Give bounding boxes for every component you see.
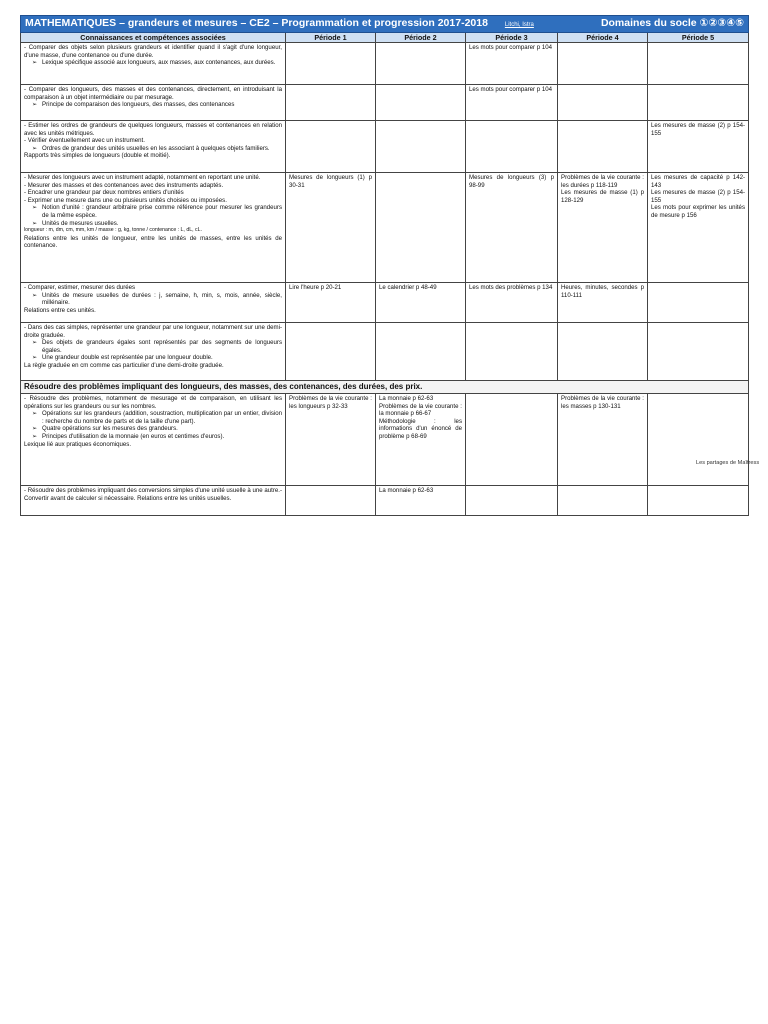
period-2-cell: [376, 85, 466, 121]
skill-cell: [21, 85, 286, 121]
period-5-cell: Les mesures de capacité p 142-143 Les mesures de masse (2) p 154-155 Les mots pour exprimer les unités de mesure p 156: [648, 173, 749, 283]
skill-text: - Vérifier éventuellement avec un instrument.: [24, 137, 145, 145]
skill-text: La règle graduée en cm comme cas particulier d'une demi-droite graduée.: [24, 361, 224, 369]
period-5-cell: [648, 323, 749, 381]
skill-text: - Comparer des longueurs, des masses et des contenances, directement, en introduisant la comparaison à un objet intermédiaire ou par mesurage.: [24, 86, 282, 101]
skill-bullet: ➢ Quatre opérations sur les mesures des grandeurs.: [24, 425, 282, 433]
skill-text: - Dans des cas simples, représenter une grandeur par une longueur, notamment sur une demi-droite graduée.: [24, 324, 282, 339]
period-4-cell: Problèmes de la vie courante : les masses p 130-131: [558, 394, 648, 486]
period-2-cell: La monnaie p 62-63: [376, 486, 466, 516]
skill-text: Relations entre les unités de longueur, entre les unités de masses, entre les unités de contenance.: [24, 234, 282, 250]
period-2-cell: [376, 121, 466, 173]
skill-text: Lexique lié aux pratiques économiques.: [24, 440, 132, 448]
skill-bullet: ➢ Opérations sur les grandeurs (addition, soustraction, multiplication par un entier, division : recherche du nombre de parts et de la taille d'une part).: [24, 410, 282, 425]
period-5-cell: [648, 486, 749, 516]
section-title: Résoudre des problèmes impliquant des longueurs, des masses, des contenances, des durées, des prix.: [21, 381, 749, 394]
title-row: [21, 16, 749, 33]
period-5-cell: [648, 283, 749, 323]
skill-text: - Résoudre des problèmes impliquant des conversions simples d'une unité usuelle à une autre.- Convertir avant de calculer si nécessaire. Relations entre les unités usuelles.: [24, 487, 282, 502]
period-3-cell: Les mots pour comparer p 104: [466, 43, 558, 85]
column-header-row: [21, 33, 749, 43]
skill-text: - Encadrer une grandeur par deux nombres entiers d'unités: [24, 189, 184, 197]
table-row: [21, 486, 749, 516]
title-cell: [21, 16, 749, 33]
column-header-period-3: Période 3: [466, 33, 558, 43]
skill-text: - Résoudre des problèmes, notamment de mesurage et de comparaison, en utilisant les opérations sur les grandeurs ou sur les nombres.: [24, 395, 282, 410]
skill-cell: [21, 121, 286, 173]
period-5-cell: [648, 394, 749, 486]
column-header-period-4: Période 4: [558, 33, 648, 43]
page-title: MATHEMATIQUES – grandeurs et mesures – CE2 – Programmation et progression 2017-2018: [25, 17, 488, 29]
skill-cell: [21, 43, 286, 85]
period-1-cell: [286, 85, 376, 121]
skill-bullet: ➢ Ordres de grandeur des unités usuelles en les associant à quelques objets familiers.: [24, 145, 282, 153]
skill-bullet: ➢ Lexique spécifique associé aux longueurs, aux masses, aux contenances, aux durées.: [24, 59, 282, 67]
skill-cell: [21, 323, 286, 381]
skill-text: - Mesurer des masses et des contenances avec des instruments adaptés.: [24, 181, 224, 189]
table-row: [21, 173, 749, 283]
progression-table: [20, 15, 749, 516]
period-1-cell: [286, 486, 376, 516]
period-2-cell: [376, 43, 466, 85]
skill-text: Relations entre ces unités.: [24, 306, 96, 314]
skill-bullet: ➢ Des objets de grandeurs égales sont représentés par des segments de longueurs égales.: [24, 339, 282, 354]
period-4-cell: Heures, minutes, secondes p 110-111: [558, 283, 648, 323]
period-3-cell: [466, 394, 558, 486]
skill-cell: [21, 173, 286, 283]
skill-cell: [21, 486, 286, 516]
period-2-cell: Le calendrier p 48-49: [376, 283, 466, 323]
period-4-cell: [558, 323, 648, 381]
section-header-row: [21, 381, 749, 394]
programmation-sheet: [20, 15, 748, 516]
table-row: [21, 121, 749, 173]
skill-bullet: ➢ Une grandeur double est représentée par une longueur double.: [24, 354, 282, 362]
column-header-period-2: Période 2: [376, 33, 466, 43]
skill-bullet: ➢ Unités de mesures usuelles.: [24, 220, 282, 228]
skill-bullet: ➢ Notion d'unité : grandeur arbitraire prise comme référence pour mesurer les grandeurs de la même espèce.: [24, 204, 282, 219]
period-1-cell: Mesures de longueurs (1) p 30-31: [286, 173, 376, 283]
period-4-cell: Problèmes de la vie courante : les durées p 118-119 Les mesures de masse (1) p 128-129: [558, 173, 648, 283]
period-4-cell: [558, 486, 648, 516]
table-row: [21, 323, 749, 381]
period-2-cell: [376, 323, 466, 381]
period-3-cell: Les mots des problèmes p 134: [466, 283, 558, 323]
column-header-skills: Connaissances et compétences associées: [21, 33, 286, 43]
skill-text: longueur : m, dm, cm, mm, km / masse : g, kg, tonne / contenance : L, dL, cL.: [24, 227, 202, 234]
period-1-cell: Lire l'heure p 20-21: [286, 283, 376, 323]
author-credit: Litchi, Istra: [504, 22, 534, 28]
table-row: [21, 283, 749, 323]
period-3-cell: Les mots pour comparer p 104: [466, 85, 558, 121]
period-4-cell: [558, 85, 648, 121]
period-4-cell: [558, 43, 648, 85]
period-1-cell: [286, 323, 376, 381]
domains-label: Domaines du socle ①②③④⑤: [600, 17, 744, 29]
period-1-cell: [286, 43, 376, 85]
period-4-cell: [558, 121, 648, 173]
skill-text: - Mesurer des longueurs avec un instrument adapté, notamment en reportant une unité.: [24, 174, 261, 181]
period-2-cell: La monnaie p 62-63 Problèmes de la vie courante : la monnaie p 66-67 Méthodologie : les informations d'un énoncé de problème p 68-69: [376, 394, 466, 486]
skill-text: - Exprimer une mesure dans une ou plusieurs unités choisies ou imposées.: [24, 196, 227, 204]
period-5-cell: [648, 85, 749, 121]
period-2-cell: [376, 173, 466, 283]
column-header-period-1: Période 1: [286, 33, 376, 43]
period-5-cell: [648, 43, 749, 85]
skill-bullet: ➢ Unités de mesure usuelles de durées : j, semaine, h, min, s, mois, année, siècle, millénaire.: [24, 292, 282, 307]
table-row: [21, 85, 749, 121]
period-3-cell: [466, 486, 558, 516]
period-3-cell: [466, 323, 558, 381]
period-3-cell: [466, 121, 558, 173]
period-5-cell: Les mesures de masse (2) p 154-155: [648, 121, 749, 173]
skill-text: - Comparer, estimer, mesurer des durées: [24, 284, 136, 291]
skill-bullet: ➢ Principes d'utilisation de la monnaie (en euros et centimes d'euros).: [24, 433, 282, 441]
column-header-period-5: Période 5: [648, 33, 749, 43]
skill-text: - Estimer les ordres de grandeurs de quelques longueurs, masses et contenances en relation avec les unités métriques.: [24, 122, 282, 137]
stray-footer-text: Les partages de Maîtress: [696, 460, 760, 466]
skill-text: - Comparer des objets selon plusieurs grandeurs et identifier quand il s'agit d'une longueur, d'une masse, d'une contenance ou d'une durée.: [24, 44, 282, 59]
skill-cell: [21, 394, 286, 486]
period-1-cell: [286, 121, 376, 173]
table-row: [21, 43, 749, 85]
skill-bullet: ➢ Principe de comparaison des longueurs, des masses, des contenances: [24, 101, 282, 109]
skill-text: Rapports très simples de longueurs (double et moitié).: [24, 152, 171, 160]
table-row: [21, 394, 749, 486]
period-3-cell: Mesures de longueurs (3) p 98-99: [466, 173, 558, 283]
skill-cell: [21, 283, 286, 323]
period-1-cell: Problèmes de la vie courante : les longueurs p 32-33: [286, 394, 376, 486]
